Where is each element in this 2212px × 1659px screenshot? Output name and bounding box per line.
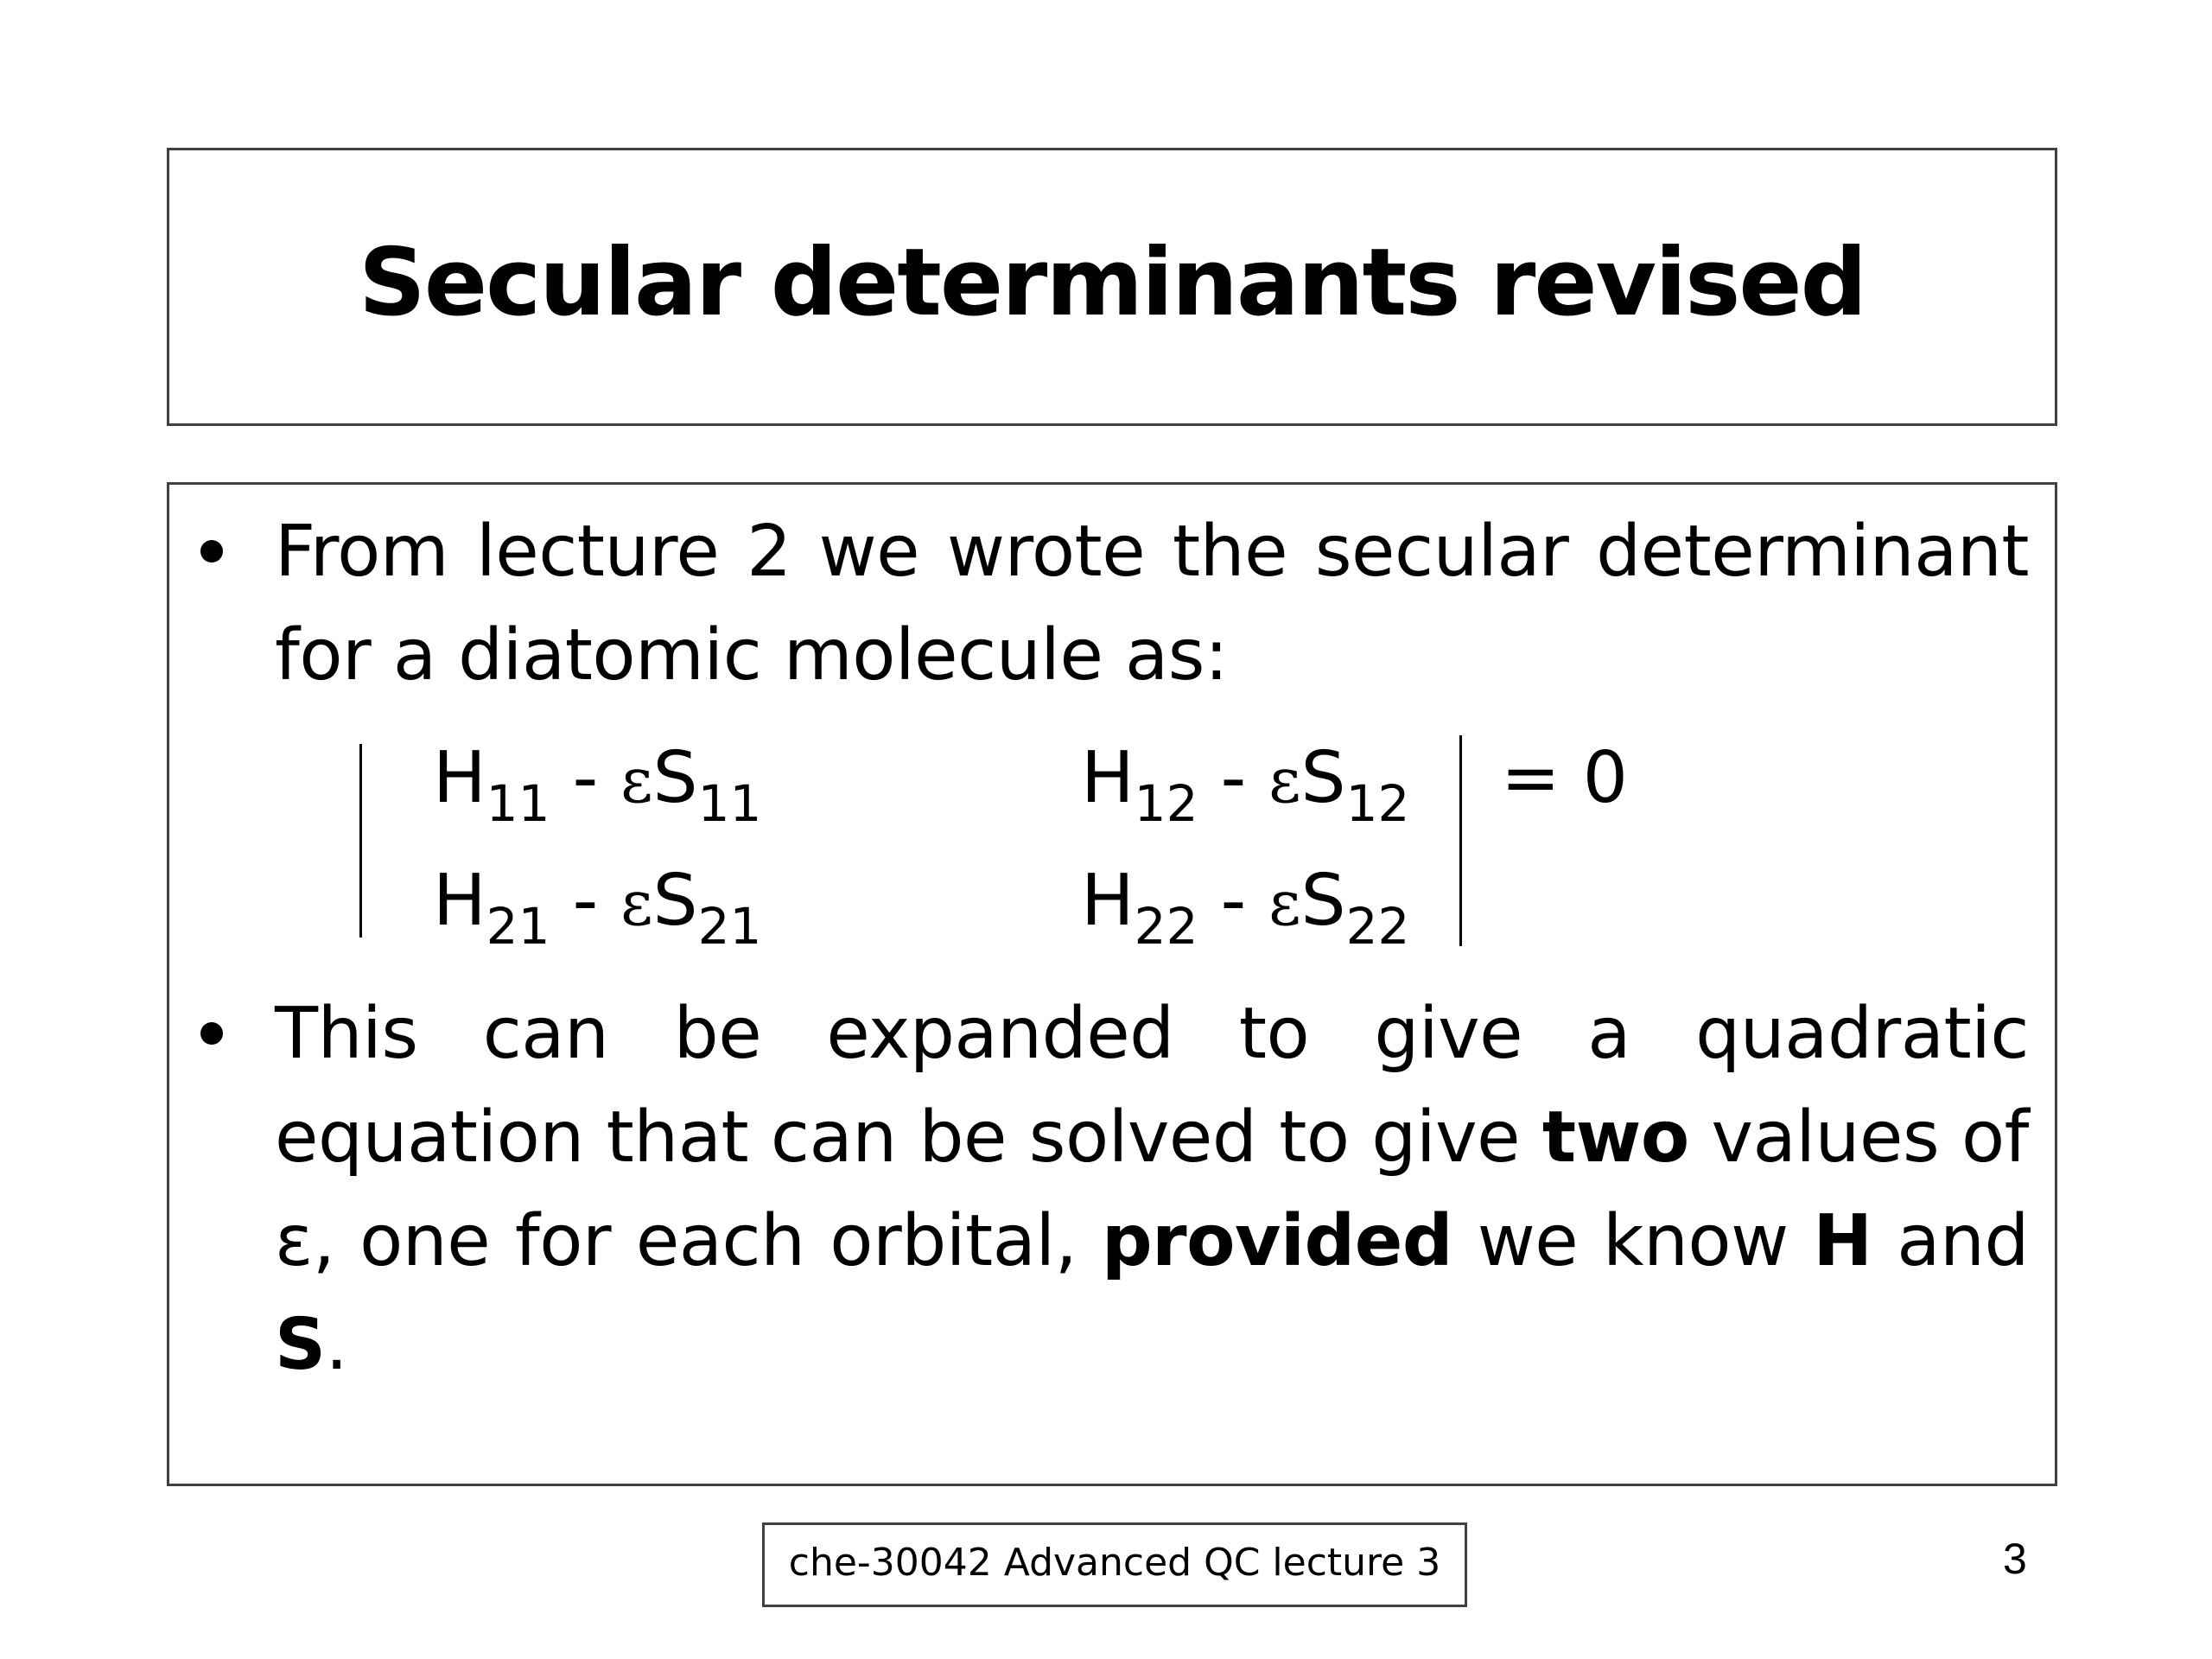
bullet-bold-text: S — [275, 1304, 326, 1386]
bullet-bold-text: two — [1541, 1096, 1689, 1179]
slide-title-box — [167, 148, 2057, 426]
bullet-text-run: . — [325, 1304, 348, 1386]
determinant-cell-11: $H_{11} - \varepsilon S_{11}$ — [433, 737, 762, 833]
bullet-text-run: From lecture 2 we wrote the secular determinant for a diatomic molecule as: — [275, 511, 2029, 696]
secular-determinant — [169, 735, 2055, 969]
determinant-cell-21: $H_{21} - \varepsilon S_{21}$ — [433, 860, 762, 956]
bullet-dot-icon — [200, 1022, 223, 1045]
determinant-cell-22: $H_{22} - \varepsilon S_{22}$ — [1081, 860, 1410, 956]
bullet-dot-icon — [200, 540, 223, 563]
determinant-left-bar — [359, 744, 362, 938]
slide-title: Secular determinants revised — [359, 228, 1866, 337]
bullet-bold-text: provided — [1101, 1200, 1453, 1282]
bullet-text-run: This can be expanded to give a quadratic equation that can be solved to give — [275, 993, 2029, 1179]
footer-label: che-30042 Advanced QC lecture 3 — [788, 1540, 1441, 1585]
determinant-right-bar — [1459, 735, 1462, 946]
bullet-text — [275, 982, 2029, 1397]
bullet-text-run: we know — [1452, 1200, 1814, 1282]
bullet-text-run: values of ε, one for each orbital, — [275, 1096, 2029, 1282]
determinant-equals-zero: = 0 — [1501, 737, 1628, 819]
bullet-text — [275, 500, 2029, 708]
footer-box — [762, 1522, 1467, 1607]
bullet-text-run: and — [1872, 1200, 2029, 1282]
determinant-cell-12: $H_{12} - \varepsilon S_{12}$ — [1081, 737, 1410, 833]
bullet-bold-text: H — [1813, 1200, 1872, 1282]
page-number: 3 — [2003, 1535, 2027, 1583]
slide-content-box — [167, 482, 2057, 1486]
